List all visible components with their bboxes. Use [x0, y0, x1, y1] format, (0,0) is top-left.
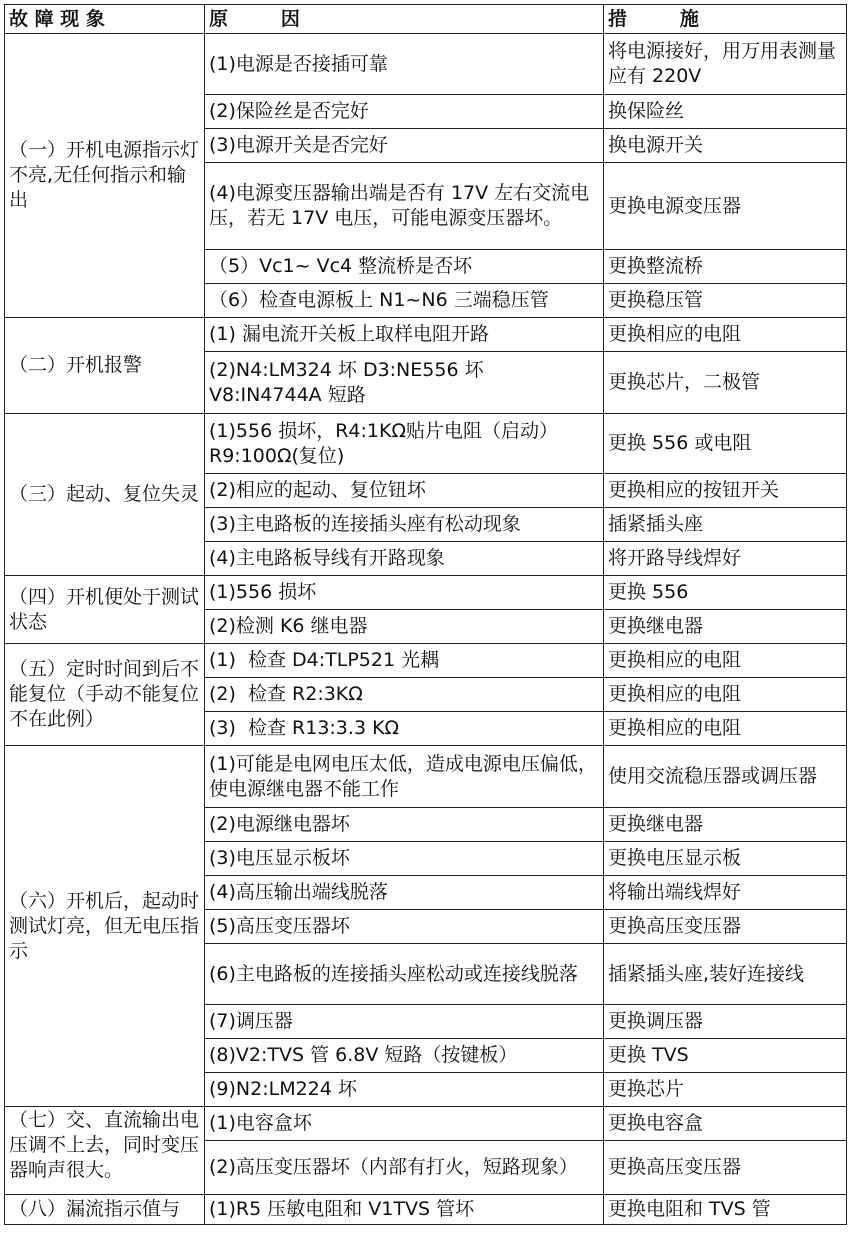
- fix-cell: 更换 556 或电阻: [604, 414, 847, 474]
- table-row: [5, 34, 847, 95]
- cause-cell: (9)N2:LM224 坏: [205, 1073, 604, 1107]
- table-row: [5, 1107, 847, 1141]
- cause-cell: (2)保险丝是否完好: [205, 95, 604, 129]
- symptom-cell: （六）开机后，起动时测试灯亮，但无电压指示: [5, 746, 205, 1107]
- cause-cell: (2)相应的起动、复位钮坏: [205, 474, 604, 508]
- fix-cell: 更换相应的电阻: [604, 318, 847, 352]
- fix-cell: 使用交流稳压器或调压器: [604, 746, 847, 808]
- fix-cell: 更换相应的电阻: [604, 644, 847, 678]
- fix-cell: 更换整流桥: [604, 250, 847, 284]
- fix-cell: 更换高压变压器: [604, 1141, 847, 1195]
- fix-cell: 更换电容盒: [604, 1107, 847, 1141]
- fix-cell: 更换电阻和 TVS 管: [604, 1195, 847, 1225]
- cause-cell: (2)高压变压器坏（内部有打火，短路现象）: [205, 1141, 604, 1195]
- cause-cell: (1)556 损坏，R4:1KΩ贴片电阻（启动）R9:100Ω(复位): [205, 414, 604, 474]
- header-fix: 措 施: [604, 5, 847, 34]
- fix-cell: 更换调压器: [604, 1005, 847, 1039]
- cause-cell: (4)主电路板导线有开路现象: [205, 542, 604, 576]
- symptom-cell: （四）开机便处于测试状态: [5, 576, 205, 644]
- table-row: [5, 746, 847, 808]
- header-row: [5, 5, 847, 34]
- cause-cell: (2)检测 K6 继电器: [205, 610, 604, 644]
- fix-cell: 将输出端线焊好: [604, 876, 847, 910]
- fix-cell: 换保险丝: [604, 95, 847, 129]
- cause-cell: (1)556 损坏: [205, 576, 604, 610]
- cause-cell: (8)V2:TVS 管 6.8V 短路（按键板）: [205, 1039, 604, 1073]
- fix-cell: 更换继电器: [604, 610, 847, 644]
- fix-cell: 插紧插头座,装好连接线: [604, 944, 847, 1005]
- cause-cell: (2) 检查 R2:3KΩ: [205, 678, 604, 712]
- table-row: [5, 318, 847, 352]
- cause-cell: (7)调压器: [205, 1005, 604, 1039]
- fix-cell: 更换高压变压器: [604, 910, 847, 944]
- cause-cell: (2)电源继电器坏: [205, 808, 604, 842]
- symptom-cell: （八）漏流指示值与: [5, 1195, 205, 1225]
- fix-cell: 更换芯片，二极管: [604, 352, 847, 414]
- cause-cell: （6）检查电源板上 N1~N6 三端稳压管: [205, 284, 604, 318]
- fault-table: [4, 4, 847, 1225]
- cause-cell: (3) 检查 R13:3.3 KΩ: [205, 712, 604, 746]
- fix-cell: 更换 TVS: [604, 1039, 847, 1073]
- symptom-cell: （三）起动、复位失灵: [5, 414, 205, 576]
- table-row: [5, 1195, 847, 1225]
- cause-cell: (1) 漏电流开关板上取样电阻开路: [205, 318, 604, 352]
- cause-cell: (1) 检查 D4:TLP521 光耦: [205, 644, 604, 678]
- symptom-cell: （二）开机报警: [5, 318, 205, 414]
- cause-cell: (1)电源是否接插可靠: [205, 34, 604, 95]
- fix-cell: 更换电源变压器: [604, 163, 847, 250]
- cause-cell: (2)N4:LM324 坏 D3:NE556 坏 V8:IN4744A 短路: [205, 352, 604, 414]
- cause-cell: (3)电源开关是否完好: [205, 129, 604, 163]
- fix-cell: 更换稳压管: [604, 284, 847, 318]
- fix-cell: 更换相应的电阻: [604, 712, 847, 746]
- cause-cell: (1)可能是电网电压太低，造成电源电压偏低，使电源继电器不能工作: [205, 746, 604, 808]
- header-symptom: 故 障 现 象: [5, 5, 205, 34]
- fix-cell: 换电源开关: [604, 129, 847, 163]
- fix-cell: 更换电压显示板: [604, 842, 847, 876]
- symptom-cell: （七）交、直流输出电压调不上去，同时变压器响声很大。: [5, 1107, 205, 1195]
- fix-cell: 更换 556: [604, 576, 847, 610]
- header-cause: 原 因: [205, 5, 604, 34]
- fix-cell: 更换继电器: [604, 808, 847, 842]
- table-row: [5, 576, 847, 610]
- cause-cell: (4)电源变压器输出端是否有 17V 左右交流电压，若无 17V 电压，可能电源变压器坏。: [205, 163, 604, 250]
- cause-cell: (1)R5 压敏电阻和 V1TVS 管坏: [205, 1195, 604, 1225]
- cause-cell: (5)高压变压器坏: [205, 910, 604, 944]
- cause-cell: （5）Vc1~ Vc4 整流桥是否坏: [205, 250, 604, 284]
- table-row: [5, 414, 847, 474]
- table-row: [5, 644, 847, 678]
- fix-cell: 更换芯片: [604, 1073, 847, 1107]
- fix-cell: 将开路导线焊好: [604, 542, 847, 576]
- fix-cell: 更换相应的按钮开关: [604, 474, 847, 508]
- cause-cell: (1)电容盒坏: [205, 1107, 604, 1141]
- fix-cell: 插紧插头座: [604, 508, 847, 542]
- cause-cell: (6)主电路板的连接插头座松动或连接线脱落: [205, 944, 604, 1005]
- cause-cell: (3)电压显示板坏: [205, 842, 604, 876]
- fix-cell: 将电源接好，用万用表测量应有 220V: [604, 34, 847, 95]
- cause-cell: (3)主电路板的连接插头座有松动现象: [205, 508, 604, 542]
- symptom-cell: （五）定时时间到后不能复位（手动不能复位不在此例）: [5, 644, 205, 746]
- cause-cell: (4)高压输出端线脱落: [205, 876, 604, 910]
- fix-cell: 更换相应的电阻: [604, 678, 847, 712]
- symptom-cell: （一）开机电源指示灯不亮,无任何指示和输出: [5, 34, 205, 318]
